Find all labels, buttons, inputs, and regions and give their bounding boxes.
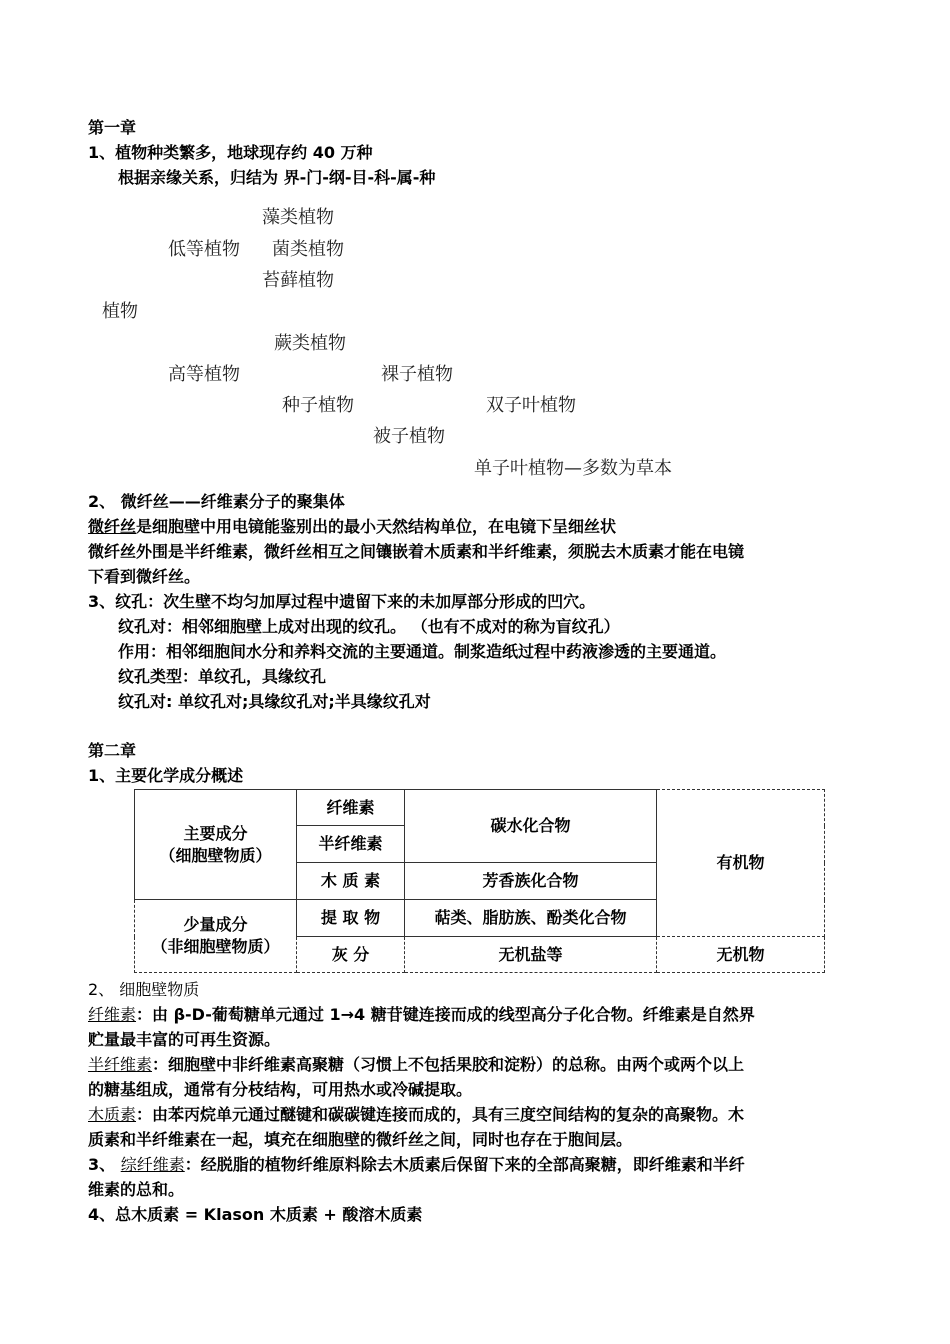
ch1-item3-pit-pair-types: 纹孔对: 单纹孔对;具缘纹孔对;半具缘纹孔对 [118, 692, 431, 711]
ch1-item2-text-line1: 微纤丝外围是半纤维素，微纤丝相互之间镶嵌着木质素和半纤维素，须脱去木质素才能在电镜 [88, 542, 745, 561]
holocellulose-line2: 维素的总和。 [88, 1180, 185, 1199]
cell-hemicellulose: 半纤维素 [297, 826, 405, 863]
cellulose-definition: ：由 β-D-葡萄糖单元通过 1→4 糖苷键连接而成的线型高分子化合物。纤维素是自然界 [136, 1005, 755, 1024]
tree-fern: 蕨类植物 [274, 333, 346, 354]
tree-gymnosperm: 裸子植物 [381, 364, 453, 385]
term-microfibril: 微纤丝 [88, 517, 137, 536]
ch1-item2-text-line2: 下看到微纤丝。 [88, 567, 201, 586]
hemicellulose-line1 [88, 1055, 744, 1075]
ch1-item3-pit-types: 纹孔类型：单纹孔，具缘纹孔 [118, 667, 327, 686]
cell-inorganic: 无机物 [657, 937, 825, 973]
cell-organic: 有机物 [657, 790, 825, 937]
holocellulose-definition: ：经脱脂的植物纤维原料除去木质素后保留下来的全部高聚糖，即纤维素和半纤 [184, 1155, 745, 1174]
lignin-line2: 质素和半纤维素在一起，填充在细胞壁的微纤丝之间，同时也存在于胞间层。 [88, 1130, 633, 1149]
lignin-line1 [88, 1105, 744, 1125]
term-hemicellulose: 半纤维素 [88, 1055, 153, 1074]
tree-moss: 苔藓植物 [262, 270, 334, 291]
ch2-item4: 4、总木质素 = Klason 木质素 + 酸溶木质素 [88, 1205, 423, 1224]
ch1-item1: 1、植物种类繁多，地球现存约 40 万种 [88, 143, 373, 162]
tree-dicot: 双子叶植物 [486, 395, 576, 416]
ch2-item1: 1、主要化学成分概述 [88, 766, 244, 785]
hemicellulose-line2: 的糖基组成，通常有分枝结构，可用热水或冷碱提取。 [88, 1080, 473, 1099]
ch1-item1-classification: 根据亲缘关系，归结为 界-门-纲-目-科-属-种 [118, 168, 436, 187]
ch1-item3-function: 作用：相邻细胞间水分和养料交流的主要通道。制浆造纸过程中药液渗透的主要通道。 [118, 642, 727, 661]
tree-seed-plants: 种子植物 [282, 395, 354, 416]
tree-plant: 植物 [102, 301, 138, 322]
term-cellulose: 纤维素 [88, 1005, 137, 1024]
cellulose-line2: 贮量最丰富的可再生资源。 [88, 1030, 281, 1049]
tree-fungi: 菌类植物 [272, 239, 344, 260]
chapter2-heading: 第二章 [88, 741, 137, 760]
cell-extractives: 提 取 物 [297, 900, 405, 937]
cell-terpenes: 萜类、脂肪族、酚类化合物 [405, 900, 657, 937]
ch1-item3: 3、纹孔：次生壁不均匀加厚过程中遗留下来的未加厚部分形成的凹穴。 [88, 592, 596, 611]
cell-aromatic: 芳香族化合物 [405, 863, 657, 900]
ch1-item2-definition [88, 517, 616, 537]
tree-angiosperm: 被子植物 [373, 426, 445, 447]
holocellulose-line1: 3、 综纤维素：经脱脂的植物纤维原料除去木质素后保留下来的全部高聚糖，即纤维素和半纤 [88, 1155, 745, 1174]
tree-algae: 藻类植物 [262, 207, 334, 228]
ch2-item2: 2、 细胞壁物质 [88, 980, 200, 999]
term-lignin: 木质素 [88, 1105, 137, 1124]
cell-cellulose: 纤维素 [297, 790, 405, 826]
chapter1-heading: 第一章 [88, 118, 137, 137]
cell-carbohydrates: 碳水化合物 [405, 790, 657, 863]
term-holocellulose: 综纤维素 [120, 1155, 185, 1174]
chemical-composition-table [134, 789, 825, 973]
lignin-definition: ：由苯丙烷单元通过醚键和碳碳键连接而成的，具有三度空间结构的复杂的高聚物。木 [136, 1105, 745, 1124]
cell-lignin: 木 质 素 [297, 863, 405, 900]
cell-salts: 无机盐等 [405, 937, 657, 973]
hemicellulose-definition: ：细胞壁中非纤维素高聚糖（习惯上不包括果胶和淀粉）的总称。由两个或两个以上 [152, 1055, 745, 1074]
cellulose-line1 [88, 1005, 755, 1025]
cell-minor-components: 少量成分 （非细胞壁物质） [135, 900, 297, 973]
cell-main-components: 主要成分 （细胞壁物质） [135, 790, 297, 900]
cell-ash: 灰 分 [297, 937, 405, 973]
tree-monocot: 单子叶植物—多数为草本 [474, 458, 672, 479]
microfibril-definition: 是细胞壁中用电镜能鉴别出的最小天然结构单位，在电镜下呈细丝状 [136, 517, 617, 536]
tree-higher-plants: 高等植物 [168, 364, 240, 385]
tree-lower-plants: 低等植物 [168, 239, 240, 260]
ch1-item2: 2、 微纤丝——纤维素分子的聚集体 [88, 492, 345, 511]
ch1-item3-pit-pair: 纹孔对：相邻细胞壁上成对出现的纹孔。 （也有不成对的称为盲纹孔） [118, 617, 620, 636]
